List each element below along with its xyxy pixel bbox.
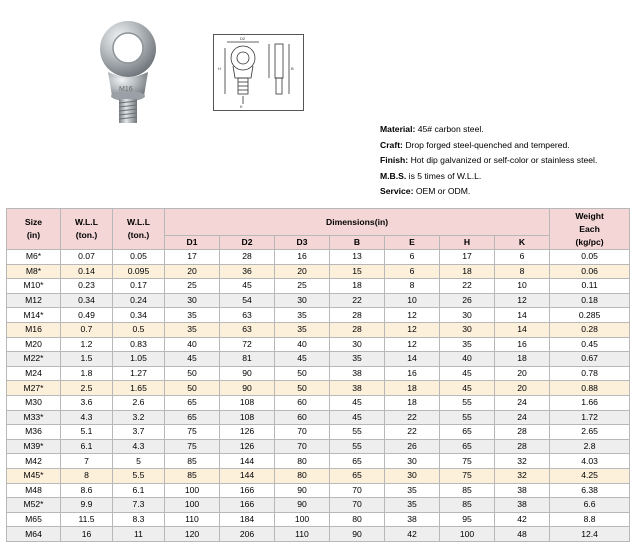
cell-d2: 63: [220, 308, 275, 323]
cell-d3: 70: [275, 439, 330, 454]
svg-text:M16: M16: [119, 86, 133, 93]
cell-size: M12: [7, 293, 61, 308]
cell-wll2: 0.34: [113, 308, 165, 323]
svg-text:H: H: [218, 66, 221, 71]
cell-size: M33*: [7, 410, 61, 425]
cell-wll1: 2.5: [61, 381, 113, 396]
table-row: [7, 381, 630, 396]
cell-b: 38: [330, 366, 385, 381]
cell-wll1: 0.34: [61, 293, 113, 308]
cell-size: M48: [7, 483, 61, 498]
cell-wll1: 11.5: [61, 512, 113, 527]
cell-wll2: 5.5: [113, 468, 165, 483]
cell-d1: 110: [165, 512, 220, 527]
cell-weight: 0.88: [550, 381, 630, 396]
cell-wll1: 4.3: [61, 410, 113, 425]
cell-d1: 20: [165, 264, 220, 279]
header-dim-k: K: [495, 236, 550, 250]
spec-mbs: [380, 169, 630, 185]
cell-wll1: 0.07: [61, 250, 113, 265]
cell-wll1: 8.6: [61, 483, 113, 498]
header-dim-d2: D2: [220, 236, 275, 250]
cell-k: 48: [495, 527, 550, 542]
cell-d3: 60: [275, 395, 330, 410]
cell-size: M22*: [7, 352, 61, 367]
cell-d3: 16: [275, 250, 330, 265]
cell-d2: 90: [220, 366, 275, 381]
cell-d3: 30: [275, 293, 330, 308]
cell-h: 30: [440, 322, 495, 337]
cell-wll2: 3.7: [113, 425, 165, 440]
cell-d1: 50: [165, 366, 220, 381]
cell-weight: 0.05: [550, 250, 630, 265]
cell-wll2: 6.1: [113, 483, 165, 498]
cell-b: 28: [330, 322, 385, 337]
cell-d1: 100: [165, 483, 220, 498]
cell-h: 26: [440, 293, 495, 308]
cell-wll1: 9.9: [61, 498, 113, 513]
cell-k: 12: [495, 293, 550, 308]
cell-d1: 17: [165, 250, 220, 265]
cell-h: 75: [440, 468, 495, 483]
cell-weight: 8.8: [550, 512, 630, 527]
header-dim-e: E: [385, 236, 440, 250]
cell-e: 18: [385, 395, 440, 410]
cell-size: M27*: [7, 381, 61, 396]
table-row: [7, 352, 630, 367]
cell-size: M20: [7, 337, 61, 352]
table-row: [7, 308, 630, 323]
cell-d1: 65: [165, 410, 220, 425]
cell-wll2: 8.3: [113, 512, 165, 527]
spec-value: Drop forged steel-quenched and tempered.: [405, 139, 570, 150]
table-row: [7, 483, 630, 498]
cell-d3: 90: [275, 498, 330, 513]
spec-label: Finish:: [380, 155, 409, 165]
header-dim-b: B: [330, 236, 385, 250]
cell-d1: 30: [165, 293, 220, 308]
cell-d2: 184: [220, 512, 275, 527]
cell-weight: 0.11: [550, 279, 630, 294]
cell-d2: 72: [220, 337, 275, 352]
cell-wll1: 3.6: [61, 395, 113, 410]
cell-d3: 20: [275, 264, 330, 279]
spec-finish: [380, 153, 630, 169]
header-dim-d1: D1: [165, 236, 220, 250]
cell-b: 65: [330, 454, 385, 469]
cell-e: 12: [385, 322, 440, 337]
cell-e: 30: [385, 468, 440, 483]
cell-wll1: 8: [61, 468, 113, 483]
dimension-table: [6, 208, 630, 542]
spec-craft: [380, 138, 630, 154]
cell-k: 28: [495, 425, 550, 440]
cell-wll2: 1.65: [113, 381, 165, 396]
cell-h: 85: [440, 483, 495, 498]
spec-value: 45# carbon steel.: [417, 124, 484, 134]
spec-value: Hot dip galvanized or self-color or stainless steel.: [410, 155, 598, 165]
table-row: [7, 410, 630, 425]
cell-d2: 206: [220, 527, 275, 542]
cell-k: 24: [495, 410, 550, 425]
cell-d1: 65: [165, 395, 220, 410]
cell-d3: 80: [275, 454, 330, 469]
table-row: [7, 337, 630, 352]
cell-weight: 6.6: [550, 498, 630, 513]
cell-size: M52*: [7, 498, 61, 513]
cell-b: 65: [330, 468, 385, 483]
spec-label: Craft:: [380, 139, 403, 150]
cell-e: 12: [385, 308, 440, 323]
cell-weight: 0.06: [550, 264, 630, 279]
cell-weight: 0.78: [550, 366, 630, 381]
cell-e: 14: [385, 352, 440, 367]
cell-b: 45: [330, 410, 385, 425]
cell-d2: 126: [220, 439, 275, 454]
table-row: [7, 250, 630, 265]
cell-weight: 1.66: [550, 395, 630, 410]
cell-d2: 166: [220, 498, 275, 513]
cell-b: 13: [330, 250, 385, 265]
cell-b: 70: [330, 498, 385, 513]
cell-weight: 0.45: [550, 337, 630, 352]
table-row: [7, 366, 630, 381]
cell-weight: 6.38: [550, 483, 630, 498]
cell-size: M8*: [7, 264, 61, 279]
cell-b: 22: [330, 293, 385, 308]
cell-e: 16: [385, 366, 440, 381]
cell-h: 95: [440, 512, 495, 527]
svg-text:B: B: [291, 66, 294, 71]
cell-size: M10*: [7, 279, 61, 294]
spec-value: is 5 times of W.L.L.: [408, 170, 482, 181]
cell-d3: 100: [275, 512, 330, 527]
table-row: [7, 454, 630, 469]
cell-d3: 35: [275, 322, 330, 337]
header-dim-d3: D3: [275, 236, 330, 250]
cell-d3: 70: [275, 425, 330, 440]
header-dim-h: H: [440, 236, 495, 250]
cell-wll2: 0.24: [113, 293, 165, 308]
cell-b: 15: [330, 264, 385, 279]
cell-wll2: 0.095: [113, 264, 165, 279]
cell-d2: 45: [220, 279, 275, 294]
cell-d1: 120: [165, 527, 220, 542]
eye-bolt-photo: [86, 16, 170, 126]
cell-h: 45: [440, 366, 495, 381]
cell-size: M45*: [7, 468, 61, 483]
cell-wll2: 0.17: [113, 279, 165, 294]
cell-d1: 40: [165, 337, 220, 352]
cell-size: M42: [7, 454, 61, 469]
cell-wll2: 3.2: [113, 410, 165, 425]
cell-d1: 35: [165, 308, 220, 323]
table-row: [7, 322, 630, 337]
header-wll-1: W.L.L (ton.): [61, 209, 113, 250]
cell-d2: 144: [220, 454, 275, 469]
cell-d2: 81: [220, 352, 275, 367]
cell-d1: 75: [165, 439, 220, 454]
cell-d2: 126: [220, 425, 275, 440]
cell-wll2: 1.05: [113, 352, 165, 367]
cell-d2: 108: [220, 410, 275, 425]
cell-d2: 28: [220, 250, 275, 265]
cell-weight: 0.18: [550, 293, 630, 308]
cell-h: 17: [440, 250, 495, 265]
cell-wll1: 0.49: [61, 308, 113, 323]
cell-d2: 166: [220, 483, 275, 498]
cell-h: 30: [440, 308, 495, 323]
svg-text:K: K: [240, 104, 243, 109]
cell-h: 55: [440, 395, 495, 410]
cell-weight: 1.72: [550, 410, 630, 425]
cell-e: 10: [385, 293, 440, 308]
cell-k: 18: [495, 352, 550, 367]
cell-b: 80: [330, 512, 385, 527]
header-dimensions: Dimensions(in): [165, 209, 550, 236]
cell-h: 45: [440, 381, 495, 396]
cell-e: 26: [385, 439, 440, 454]
cell-k: 32: [495, 468, 550, 483]
cell-k: 20: [495, 381, 550, 396]
cell-h: 65: [440, 425, 495, 440]
cell-wll2: 2.6: [113, 395, 165, 410]
cell-h: 40: [440, 352, 495, 367]
cell-weight: 0.285: [550, 308, 630, 323]
table-row: [7, 468, 630, 483]
cell-b: 70: [330, 483, 385, 498]
cell-k: 38: [495, 483, 550, 498]
table-row: [7, 395, 630, 410]
cell-e: 35: [385, 483, 440, 498]
cell-k: 32: [495, 454, 550, 469]
table-row: [7, 293, 630, 308]
cell-wll2: 0.5: [113, 322, 165, 337]
cell-wll2: 11: [113, 527, 165, 542]
cell-d3: 50: [275, 366, 330, 381]
cell-k: 6: [495, 250, 550, 265]
cell-b: 38: [330, 381, 385, 396]
cell-e: 18: [385, 381, 440, 396]
spec-material: [380, 122, 630, 138]
cell-size: M24: [7, 366, 61, 381]
cell-wll2: 1.27: [113, 366, 165, 381]
cell-wll2: 0.83: [113, 337, 165, 352]
cell-d3: 50: [275, 381, 330, 396]
cell-wll1: 1.2: [61, 337, 113, 352]
cell-d2: 90: [220, 381, 275, 396]
cell-wll1: 0.23: [61, 279, 113, 294]
cell-b: 28: [330, 308, 385, 323]
cell-k: 28: [495, 439, 550, 454]
cell-weight: 2.65: [550, 425, 630, 440]
cell-h: 22: [440, 279, 495, 294]
cell-wll1: 5.1: [61, 425, 113, 440]
spec-service: [380, 184, 630, 200]
technical-drawing: [213, 34, 304, 111]
cell-size: M6*: [7, 250, 61, 265]
cell-b: 90: [330, 527, 385, 542]
cell-size: M64: [7, 527, 61, 542]
cell-d3: 35: [275, 308, 330, 323]
cell-k: 24: [495, 395, 550, 410]
cell-k: 38: [495, 498, 550, 513]
cell-weight: 2.8: [550, 439, 630, 454]
cell-e: 22: [385, 425, 440, 440]
cell-weight: 12.4: [550, 527, 630, 542]
cell-b: 18: [330, 279, 385, 294]
cell-wll2: 4.3: [113, 439, 165, 454]
cell-d1: 85: [165, 454, 220, 469]
table-row: [7, 279, 630, 294]
table-row: [7, 527, 630, 542]
cell-d3: 60: [275, 410, 330, 425]
cell-b: 35: [330, 352, 385, 367]
cell-h: 18: [440, 264, 495, 279]
cell-d2: 54: [220, 293, 275, 308]
table-row: [7, 512, 630, 527]
cell-d3: 90: [275, 483, 330, 498]
svg-text:D2: D2: [240, 36, 246, 41]
cell-size: M65: [7, 512, 61, 527]
cell-size: M14*: [7, 308, 61, 323]
cell-d1: 75: [165, 425, 220, 440]
cell-d3: 40: [275, 337, 330, 352]
cell-wll2: 0.05: [113, 250, 165, 265]
cell-wll2: 5: [113, 454, 165, 469]
cell-wll1: 0.14: [61, 264, 113, 279]
cell-e: 6: [385, 264, 440, 279]
cell-e: 8: [385, 279, 440, 294]
cell-weight: 0.67: [550, 352, 630, 367]
cell-k: 16: [495, 337, 550, 352]
cell-b: 30: [330, 337, 385, 352]
spec-label: M.B.S.: [380, 170, 407, 181]
cell-d2: 144: [220, 468, 275, 483]
cell-size: M39*: [7, 439, 61, 454]
cell-h: 65: [440, 439, 495, 454]
cell-wll1: 0.7: [61, 322, 113, 337]
cell-k: 8: [495, 264, 550, 279]
cell-k: 10: [495, 279, 550, 294]
spec-list: [380, 122, 630, 200]
cell-b: 55: [330, 439, 385, 454]
cell-wll1: 7: [61, 454, 113, 469]
cell-k: 42: [495, 512, 550, 527]
cell-h: 55: [440, 410, 495, 425]
cell-e: 22: [385, 410, 440, 425]
cell-h: 85: [440, 498, 495, 513]
cell-e: 42: [385, 527, 440, 542]
table-row: [7, 498, 630, 513]
spec-value: OEM or ODM.: [415, 186, 471, 196]
cell-h: 35: [440, 337, 495, 352]
table-row: [7, 425, 630, 440]
cell-b: 45: [330, 395, 385, 410]
cell-wll1: 1.5: [61, 352, 113, 367]
cell-wll1: 16: [61, 527, 113, 542]
cell-d1: 25: [165, 279, 220, 294]
cell-e: 38: [385, 512, 440, 527]
cell-d2: 63: [220, 322, 275, 337]
cell-d1: 45: [165, 352, 220, 367]
cell-d1: 35: [165, 322, 220, 337]
cell-d2: 108: [220, 395, 275, 410]
cell-weight: 0.28: [550, 322, 630, 337]
cell-size: M36: [7, 425, 61, 440]
cell-d3: 80: [275, 468, 330, 483]
header-weight: Weight Each (kg/pc): [550, 209, 630, 250]
cell-wll2: 7.3: [113, 498, 165, 513]
spec-label: Material:: [380, 124, 416, 134]
cell-d1: 100: [165, 498, 220, 513]
cell-e: 35: [385, 498, 440, 513]
cell-size: M16: [7, 322, 61, 337]
cell-weight: 4.03: [550, 454, 630, 469]
cell-e: 12: [385, 337, 440, 352]
header-wll-2: W.L.L (ton.): [113, 209, 165, 250]
cell-e: 6: [385, 250, 440, 265]
cell-k: 20: [495, 366, 550, 381]
cell-k: 14: [495, 322, 550, 337]
table-row: [7, 439, 630, 454]
cell-d3: 25: [275, 279, 330, 294]
cell-d2: 36: [220, 264, 275, 279]
cell-e: 30: [385, 454, 440, 469]
table-row: [7, 264, 630, 279]
cell-b: 55: [330, 425, 385, 440]
cell-size: M30: [7, 395, 61, 410]
header-size: Size (in): [7, 209, 61, 250]
spec-label: Service:: [380, 186, 414, 196]
cell-h: 100: [440, 527, 495, 542]
cell-h: 75: [440, 454, 495, 469]
cell-weight: 4.25: [550, 468, 630, 483]
cell-d3: 110: [275, 527, 330, 542]
cell-d1: 85: [165, 468, 220, 483]
cell-wll1: 1.8: [61, 366, 113, 381]
cell-d1: 50: [165, 381, 220, 396]
cell-wll1: 6.1: [61, 439, 113, 454]
cell-d3: 45: [275, 352, 330, 367]
cell-k: 14: [495, 308, 550, 323]
